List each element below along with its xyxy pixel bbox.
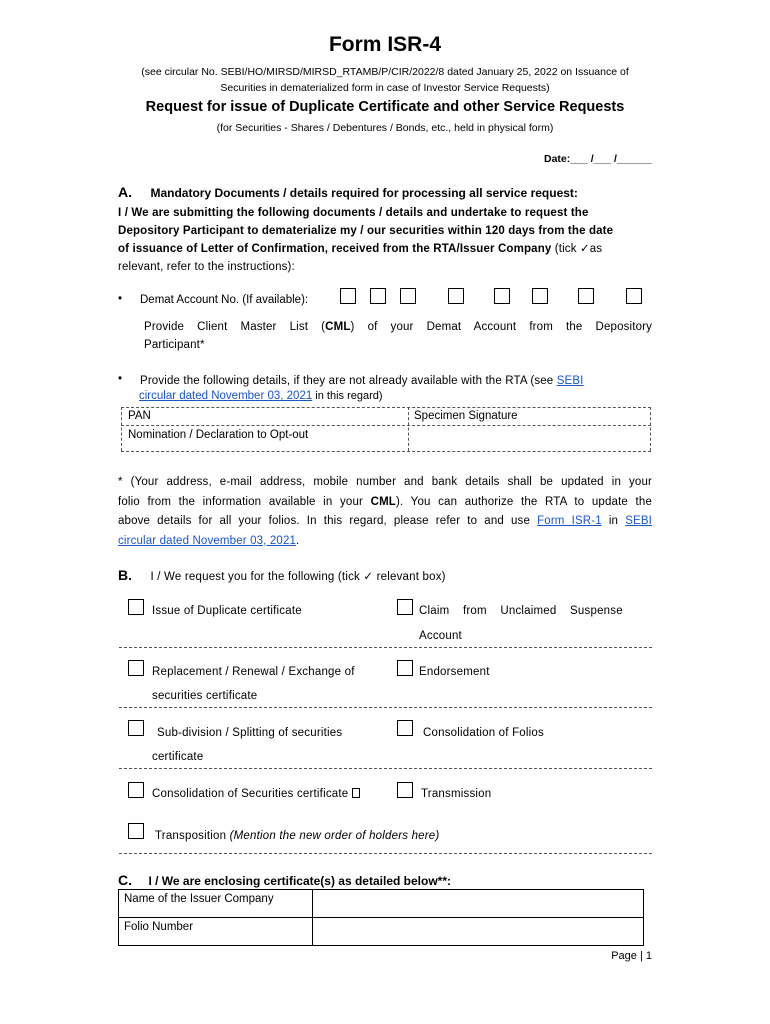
demat-digit-box[interactable]	[494, 288, 510, 304]
issuer-company-label: Name of the Issuer Company	[119, 890, 313, 918]
rta-details-instruction	[140, 372, 652, 390]
grid-line	[121, 407, 122, 451]
date-field[interactable]: Date:___ /___ /______	[544, 153, 652, 165]
section-a-heading	[118, 184, 658, 202]
form-title: Form ISR-4	[328, 33, 441, 56]
grid-line	[121, 407, 651, 408]
table-row	[119, 918, 644, 946]
transposition-checkbox[interactable]	[128, 823, 144, 839]
transposition-note: (Mention the new order of holders here)	[229, 830, 440, 842]
specimen-signature-label: Specimen Signature	[414, 410, 518, 422]
row-divider	[119, 853, 652, 854]
missing-glyph-icon	[352, 788, 360, 798]
section-c-heading	[118, 872, 451, 890]
grid-line	[121, 451, 651, 452]
demat-digit-box[interactable]	[626, 288, 642, 304]
form-isr1-link[interactable]: Form ISR-1	[537, 515, 602, 527]
demat-account-label: Demat Account No. (If available):	[140, 294, 309, 306]
cml-instruction	[144, 318, 652, 354]
bullet-dot: •	[118, 373, 123, 385]
replacement-label-2: securities certificate	[152, 690, 258, 702]
circular-line-1: (see circular No. SEBI/HO/MIRSD/MIRSD_RTAMB/P/CIR/2022/8 dated January 25, 2022 on Issuance of	[141, 66, 629, 78]
cml-text-line-2: Participant*	[144, 339, 205, 351]
sebi-link[interactable]: SEBI	[625, 515, 653, 527]
transmission-label: Transmission	[421, 788, 492, 800]
paragraph-line-2: Depository Participant to dematerialize my / our securities within 120 days from the date	[118, 225, 614, 237]
main-heading: Request for issue of Duplicate Certificate and other Service Requests	[145, 99, 625, 115]
grid-line	[121, 425, 651, 426]
note-line-2-pre: folio from the information available in your	[118, 495, 371, 508]
row-divider	[119, 707, 652, 708]
endorsement-label: Endorsement	[419, 666, 490, 678]
transmission-checkbox[interactable]	[397, 782, 413, 798]
pan-label: PAN	[128, 410, 151, 422]
row-divider	[119, 768, 652, 769]
consolidation-folios-label: Consolidation of Folios	[423, 727, 544, 739]
circular-line-2: Securities in dematerialized form in case of Investor Service Requests)	[220, 82, 550, 94]
rta-text-post: in this regard)	[312, 390, 383, 402]
subdivision-label-1: Sub-division / Splitting of securities	[157, 727, 343, 739]
note-line-3-pre: above details for all your folios. In this regard, please refer to and use	[118, 515, 538, 527]
subdivision-checkbox[interactable]	[128, 720, 144, 736]
section-b-title: I / We request you for the following (tick ✓ relevant box)	[150, 571, 446, 583]
grid-line	[650, 407, 651, 451]
subdivision-label-2: certificate	[152, 751, 204, 763]
rta-text-line-2	[139, 390, 383, 402]
circular-reference	[120, 64, 650, 96]
section-a-title: Mandatory Documents / details required for processing all service request:	[150, 186, 578, 200]
consolidation-securities-checkbox[interactable]	[128, 782, 144, 798]
demat-digit-box[interactable]	[448, 288, 464, 304]
claim-unclaimed-label-1: Claim from Unclaimed Suspense	[419, 605, 623, 617]
consolidation-securities-text: Consolidation of Securities certificate	[152, 788, 352, 800]
address-update-note	[118, 473, 652, 551]
demat-digit-box[interactable]	[578, 288, 594, 304]
sebi-link[interactable]: SEBI	[556, 375, 584, 387]
consolidation-folios-checkbox[interactable]	[397, 720, 413, 736]
bullet-dot: •	[118, 293, 123, 305]
note-line-3-mid: in	[601, 515, 626, 527]
duplicate-certificate-label: Issue of Duplicate certificate	[152, 605, 302, 617]
section-c-title: I / We are enclosing certificate(s) as detailed below**:	[148, 874, 451, 888]
demat-digit-box[interactable]	[532, 288, 548, 304]
sebi-circular-link[interactable]: circular dated November 03, 2021	[118, 534, 297, 547]
row-divider	[119, 647, 652, 648]
demat-digit-box[interactable]	[400, 288, 416, 304]
grid-line	[408, 407, 409, 451]
rta-text-pre: Provide the following details, if they are not already available with the RTA (see	[140, 375, 554, 387]
claim-unclaimed-checkbox[interactable]	[397, 599, 413, 615]
folio-number-label: Folio Number	[119, 918, 313, 946]
claim-unclaimed-label-2: Account	[419, 630, 462, 642]
cml-text-bold: CML	[325, 321, 351, 333]
duplicate-certificate-checkbox[interactable]	[128, 599, 144, 615]
section-a-letter: A.	[118, 184, 132, 200]
demat-digit-box[interactable]	[370, 288, 386, 304]
sebi-circular-link[interactable]: circular dated November 03, 2021	[139, 390, 313, 402]
issuer-company-input[interactable]	[313, 890, 644, 918]
replacement-label-1: Replacement / Renewal / Exchange of	[152, 666, 355, 678]
transposition-label	[155, 830, 439, 842]
folio-number-input[interactable]	[313, 918, 644, 946]
paragraph-line-3: of issuance of Letter of Confirmation, received from the RTA/Issuer Company	[118, 243, 552, 255]
cml-text-post: ) of your Demat Account from the Depository	[350, 321, 652, 333]
demat-digit-box[interactable]	[340, 288, 356, 304]
section-c-letter: C.	[118, 872, 132, 888]
note-line-2-bold: CML	[370, 495, 396, 508]
paragraph-line-4: relevant, refer to the instructions):	[118, 261, 295, 273]
section-b-letter: B.	[118, 567, 132, 583]
nomination-label: Nomination / Declaration to Opt-out	[128, 429, 309, 441]
section-a-paragraph	[118, 204, 652, 276]
note-line-1: * (Your address, e-mail address, mobile number and bank details shall be updated in your	[118, 476, 652, 488]
transposition-text: Transposition	[155, 830, 227, 842]
sub-heading: (for Securities - Shares / Debentures / Bonds, etc., held in physical form)	[216, 122, 554, 134]
paragraph-line-1: I / We are submitting the following documents / details and undertake to request the	[118, 207, 589, 219]
section-b-heading	[118, 567, 446, 585]
note-line-2-post: ). You can authorize the RTA to update the	[395, 495, 652, 508]
note-line-4-post: .	[296, 534, 300, 547]
paragraph-line-3-tail: (tick ✓as	[554, 243, 603, 255]
endorsement-checkbox[interactable]	[397, 660, 413, 676]
consolidation-securities-label	[152, 788, 360, 800]
cml-text-pre: Provide Client Master List (	[144, 321, 326, 333]
table-row	[119, 890, 644, 918]
replacement-checkbox[interactable]	[128, 660, 144, 676]
certificate-details-table	[118, 889, 644, 946]
page-number: Page | 1	[611, 950, 652, 962]
